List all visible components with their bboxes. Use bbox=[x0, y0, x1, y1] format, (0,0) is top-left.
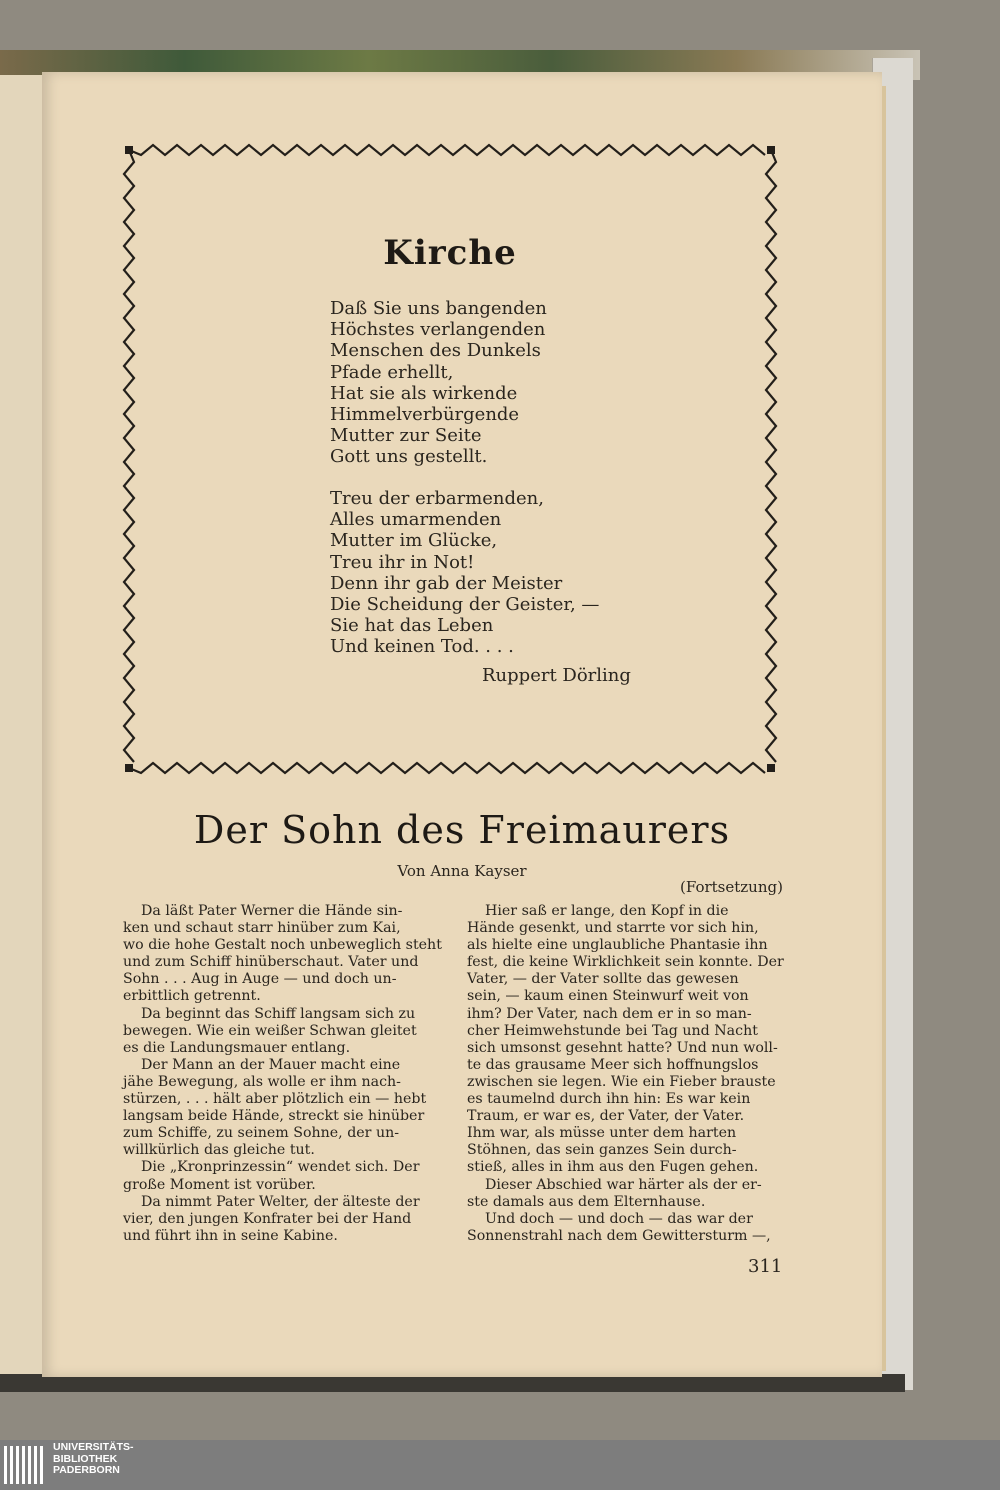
poem-stanza-1 bbox=[330, 298, 730, 468]
poem-line: Treu ihr in Not! bbox=[330, 551, 475, 573]
text-line: Die „Kronprinzessin“ wendet sich. Der bbox=[141, 1159, 420, 1176]
article-title: Der Sohn des Freimaurers bbox=[193, 808, 731, 852]
text-line: Traum, er war es, der Vater, der Vater. bbox=[467, 1108, 745, 1125]
text-line: sein, — kaum einen Steinwurf weit von bbox=[467, 988, 749, 1005]
page-number: 311 bbox=[748, 1256, 783, 1277]
text-line: Und doch — und doch — das war der bbox=[485, 1210, 753, 1227]
library-name-line: BIBLIOTHEK bbox=[53, 1452, 118, 1465]
text-line: Da läßt Pater Werner die Hände sin- bbox=[141, 903, 403, 919]
text-line: Da beginnt das Schiff langsam sich zu bbox=[141, 1005, 416, 1022]
poem-stanza-2 bbox=[330, 488, 730, 658]
frame-corner bbox=[767, 146, 775, 154]
text-line: erbittlich getrennt. bbox=[123, 988, 261, 1005]
poem-line: Gott uns gestellt. bbox=[330, 446, 488, 468]
text-line: sich umsonst gesehnt hatte? Und nun woll- bbox=[467, 1039, 778, 1056]
poem-line: Menschen des Dunkels bbox=[330, 340, 541, 362]
poem-line: Treu der erbarmenden, bbox=[330, 488, 544, 509]
poem-line: Alles umarmenden bbox=[330, 509, 502, 531]
frame-corner bbox=[767, 764, 775, 772]
poem-line: Sie hat das Leben bbox=[330, 615, 494, 637]
text-line: wo die hohe Gestalt noch unbeweglich steht bbox=[123, 937, 442, 954]
text-line: stieß, alles in ihm aus den Fugen gehen. bbox=[467, 1159, 759, 1176]
library-name bbox=[53, 1442, 134, 1477]
text-line: und führt ihn in seine Kabine. bbox=[123, 1227, 338, 1244]
text-line: fest, die keine Wirklichkeit sein konnte. Der bbox=[467, 954, 784, 971]
text-line: Sohn . . . Aug in Auge — und doch un- bbox=[123, 971, 397, 988]
poem-line: Die Scheidung der Geister, — bbox=[330, 594, 600, 616]
text-line: jähe Bewegung, als wolle er ihm nach- bbox=[123, 1073, 401, 1090]
continued-note: (Fortsetzung) bbox=[680, 878, 783, 896]
text-line: zum Schiffe, zu seinem Sohne, der un- bbox=[123, 1125, 400, 1142]
poem-line: Hat sie als wirkende bbox=[330, 382, 518, 404]
text-line: Da nimmt Pater Welter, der älteste der bbox=[141, 1193, 420, 1210]
library-name-line: PADERBORN bbox=[53, 1464, 120, 1476]
text-line: Ihm war, als müsse unter dem harten bbox=[467, 1125, 737, 1142]
poem-title: Kirche bbox=[383, 233, 517, 273]
library-logo-icon bbox=[2, 1444, 46, 1486]
text-line: Vater, — der Vater sollte das gewesen bbox=[467, 971, 739, 988]
text-line: Sonnenstrahl nach dem Gewittersturm —, bbox=[467, 1227, 771, 1244]
text-line: als hielte eine unglaubliche Phantasie ihn bbox=[467, 937, 768, 954]
poem-line: Mutter im Glücke, bbox=[330, 530, 498, 552]
article-byline: Von Anna Kayser bbox=[397, 862, 527, 880]
poem-frame bbox=[122, 143, 778, 775]
text-line: es die Landungsmauer entlang. bbox=[123, 1039, 351, 1056]
poem-line: Himmelverbürgende bbox=[330, 404, 520, 426]
text-line: große Moment ist vorüber. bbox=[123, 1176, 316, 1193]
text-line: Dieser Abschied war härter als der er- bbox=[485, 1176, 762, 1193]
text-line: willkürlich das gleiche tut. bbox=[123, 1142, 315, 1159]
text-line: vier, den jungen Konfrater bei der Hand bbox=[123, 1210, 412, 1227]
text-line: langsam beide Hände, streckt sie hinüber bbox=[123, 1108, 425, 1125]
text-line: Der Mann an der Mauer macht eine bbox=[141, 1056, 401, 1073]
zigzag-segment bbox=[129, 145, 765, 155]
text-line: cher Heimwehstunde bei Tag und Nacht bbox=[467, 1022, 758, 1039]
poem-line: Und keinen Tod. . . . bbox=[330, 636, 514, 658]
text-line: Stöhnen, das sein ganzes Sein durch- bbox=[467, 1142, 737, 1159]
text-line: bewegen. Wie ein weißer Schwan gleitet bbox=[123, 1022, 417, 1039]
text-line: es taumelnd durch ihn hin: Es war kein bbox=[467, 1091, 751, 1108]
text-line: zwischen sie legen. Wie ein Fieber brauste bbox=[467, 1073, 776, 1090]
poem-line: Denn ihr gab der Meister bbox=[330, 572, 563, 594]
poem-line: Daß Sie uns bangenden bbox=[330, 298, 547, 319]
article-column-right bbox=[467, 903, 787, 1245]
text-line: te das grausame Meer sich hoffnungslos bbox=[467, 1056, 759, 1073]
left-page-edge bbox=[0, 75, 43, 1380]
poem-line: Mutter zur Seite bbox=[330, 425, 482, 447]
text-line: Hände gesenkt, und starrte vor sich hin, bbox=[467, 920, 759, 937]
footer-bar bbox=[0, 1440, 1000, 1490]
text-line: ste damals aus dem Elternhause. bbox=[467, 1193, 706, 1210]
text-line: stürzen, . . . hält aber plötzlich ein — hebt bbox=[123, 1091, 427, 1108]
text-line: ihm? Der Vater, nach dem er in so man- bbox=[467, 1005, 752, 1022]
zigzag-segment bbox=[129, 763, 765, 773]
text-line: Hier saß er lange, den Kopf in die bbox=[485, 903, 729, 919]
frame-corner bbox=[125, 146, 133, 154]
poem-line: Pfade erhellt, bbox=[330, 361, 454, 383]
text-line: und zum Schiff hinüberschaut. Vater und bbox=[123, 954, 419, 971]
frame-corner bbox=[125, 764, 133, 772]
library-name-line: UNIVERSITÄTS- bbox=[53, 1441, 134, 1453]
poem-author: Ruppert Dörling bbox=[482, 665, 631, 686]
text-line: ken und schaut starr hinüber zum Kai, bbox=[123, 920, 401, 937]
poem-line: Höchstes verlangenden bbox=[330, 319, 546, 341]
article-column-left bbox=[123, 903, 443, 1245]
